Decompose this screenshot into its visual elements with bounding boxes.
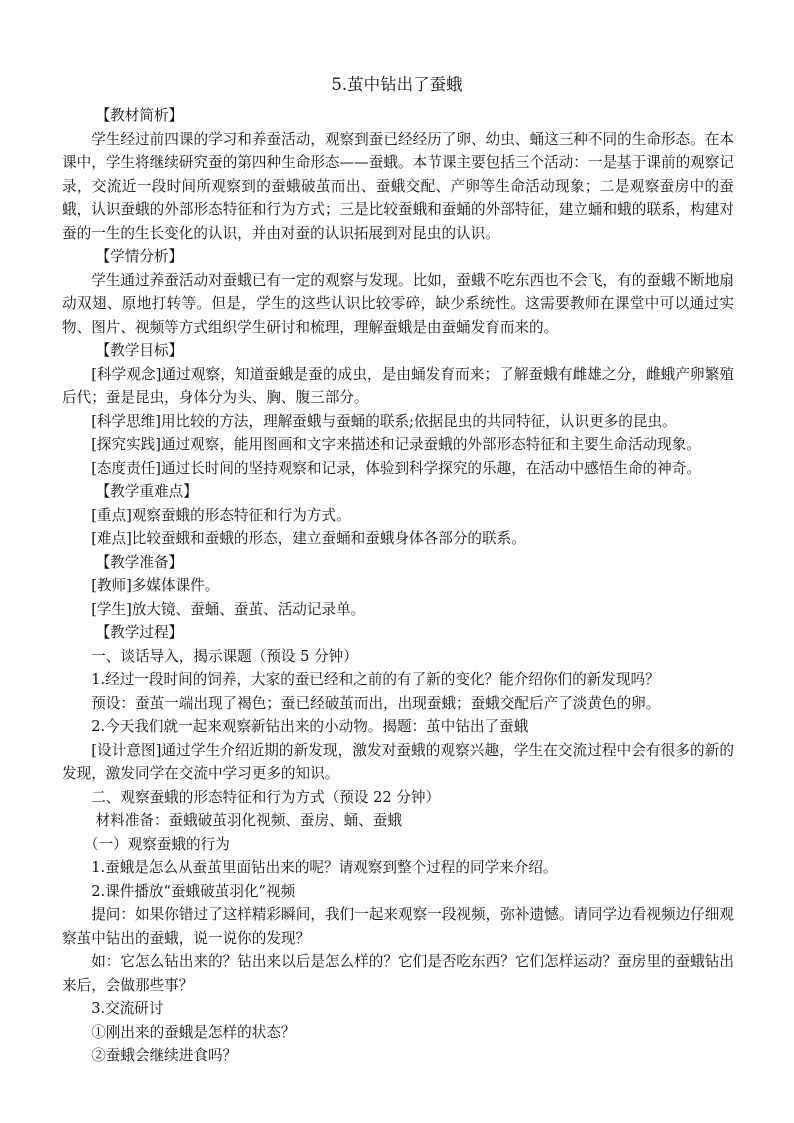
paragraph: 学生通过养蚕活动对蚕蛾已有一定的观察与发现。比如，蚕蛾不吃东西也不会飞，有的蚕蛾不断地扇动双翅、原地打转等。但是，学生的这些认识比较零碎，缺少系统性。这需要教师在课堂中可以通过实物、图片、视频等方式组织学生研讨和梳理，理解蚕蛾是由蚕蛹发育而来的。 <box>62 271 734 336</box>
paragraph: [设计意图]通过学生介绍近期的新发现，激发对蚕蛾的观察兴趣，学生在交流过程中会有很多的新的发现，激发同学在交流中学习更多的知识。 <box>62 741 734 782</box>
paragraph: 1.经过一段时间的饲养，大家的蚕已经和之前的有了新的变化？能介绍你们的新发现吗？ <box>91 671 660 688</box>
paragraph: ②蚕蛾会继续进食吗？ <box>91 1047 238 1064</box>
section-heading: 【教学过程】 <box>95 624 184 641</box>
document-body <box>62 104 734 1068</box>
paragraph: （一）观察蚕蛾的行为 <box>83 835 230 853</box>
paragraph: 预设：蚕茧一端出现了褐色；蚕已经破茧而出，出现蚕蛾；蚕蛾交配后产了淡黄色的卵。 <box>91 694 661 712</box>
paragraph: 2.课件播放“蚕蛾破茧羽化”视频 <box>91 882 296 900</box>
paragraph: [教师]多媒体课件。 <box>91 577 220 594</box>
paragraph: [探究实践]通过观察，能用图画和文字来描述和记录蚕蛾的外部形态特征和主要生命活动现象。 <box>91 436 701 453</box>
document-title: 5.茧中钻出了蚕蛾 <box>331 75 463 94</box>
paragraph: 如：它怎么钻出来的？钻出来以后是怎么样的？它们是否吃东西？它们怎样运动？蚕房里的蚕蛾钻出来后，会做那些事？ <box>62 953 734 994</box>
paragraph: 二、观察蚕蛾的形态特征和行为方式（预设 22 分钟） <box>91 788 441 806</box>
section-heading: 【教学重难点】 <box>95 483 198 500</box>
paragraph: [科学思维]用比较的方法，理解蚕蛾与蚕蛹的联系;依据昆虫的共同特征，认识更多的昆虫。 <box>91 412 677 430</box>
paragraph: 一、谈话导入，揭示课题（预设 5 分钟） <box>91 647 358 665</box>
paragraph: ①刚出来的蚕蛾是怎样的状态？ <box>91 1023 296 1041</box>
paragraph: 提问：如果你错过了这样精彩瞬间，我们一起来观察一段视频，弥补遗憾。请同学边看视频边仔细观察茧中钻出的蚕蛾，说一说你的发现？ <box>62 906 734 947</box>
paragraph: [重点]观察蚕蛾的形态特征和行为方式。 <box>91 506 351 524</box>
section-heading: 【学情分析】 <box>95 248 184 265</box>
paragraph: 学生经过前四课的学习和养蚕活动，观察到蚕已经经历了卵、幼虫、蛹这三种不同的生命形态。在本课中，学生将继续研究蚕的第四种生命形态——蚕蛾。本节课主要包括三个活动：一是基于课前的观察记录，交流近一段时间所观察到的蚕蛾破茧而出、蚕蛾交配、产卵等生命活动现象；二是观察蚕房中的蚕蛾，认识蚕蛾的外部形态特征和行为方式；三是比较蚕蛾和蚕蛹的外部特征，建立蛹和蛾的联系，构建对蚕的一生的生长变化的认识，并由对蚕的认识拓展到对昆虫的认识。 <box>62 130 734 242</box>
paragraph: 2.今天我们就一起来观察新钻出来的小动物。揭题：茧中钻出了蚕蛾 <box>91 718 529 735</box>
paragraph: [学生]放大镜、蚕蛹、蚕茧、活动记录单。 <box>91 600 366 618</box>
section-heading: 【教材简析】 <box>95 107 184 124</box>
paragraph: 1.蚕蛾是怎么从蚕茧里面钻出来的呢？请观察到整个过程的同学来介绍。 <box>91 859 558 876</box>
paragraph: [科学观念]通过观察，知道蚕蛾是蚕的成虫，是由蛹发育而来；了解蚕蛾有雌雄之分，雌蛾产卵繁殖后代；蚕是昆虫，身体分为头、胸、腹三部分。 <box>62 365 734 406</box>
paragraph: [难点]比较蚕蛾和蚕蛾的形态，建立蚕蛹和蚕蛾身体各部分的联系。 <box>91 530 526 547</box>
section-heading: 【教学目标】 <box>95 342 184 359</box>
paragraph: 材料准备：蚕蛾破茧羽化视频、蚕房、蛹、蚕蛾 <box>95 812 403 829</box>
paragraph: [态度责任]通过长时间的坚持观察和记录，体验到科学探究的乐趣，在活动中感悟生命的神奇。 <box>91 459 701 477</box>
section-heading: 【教学准备】 <box>95 553 184 571</box>
paragraph: 3.交流研讨 <box>91 1000 164 1017</box>
